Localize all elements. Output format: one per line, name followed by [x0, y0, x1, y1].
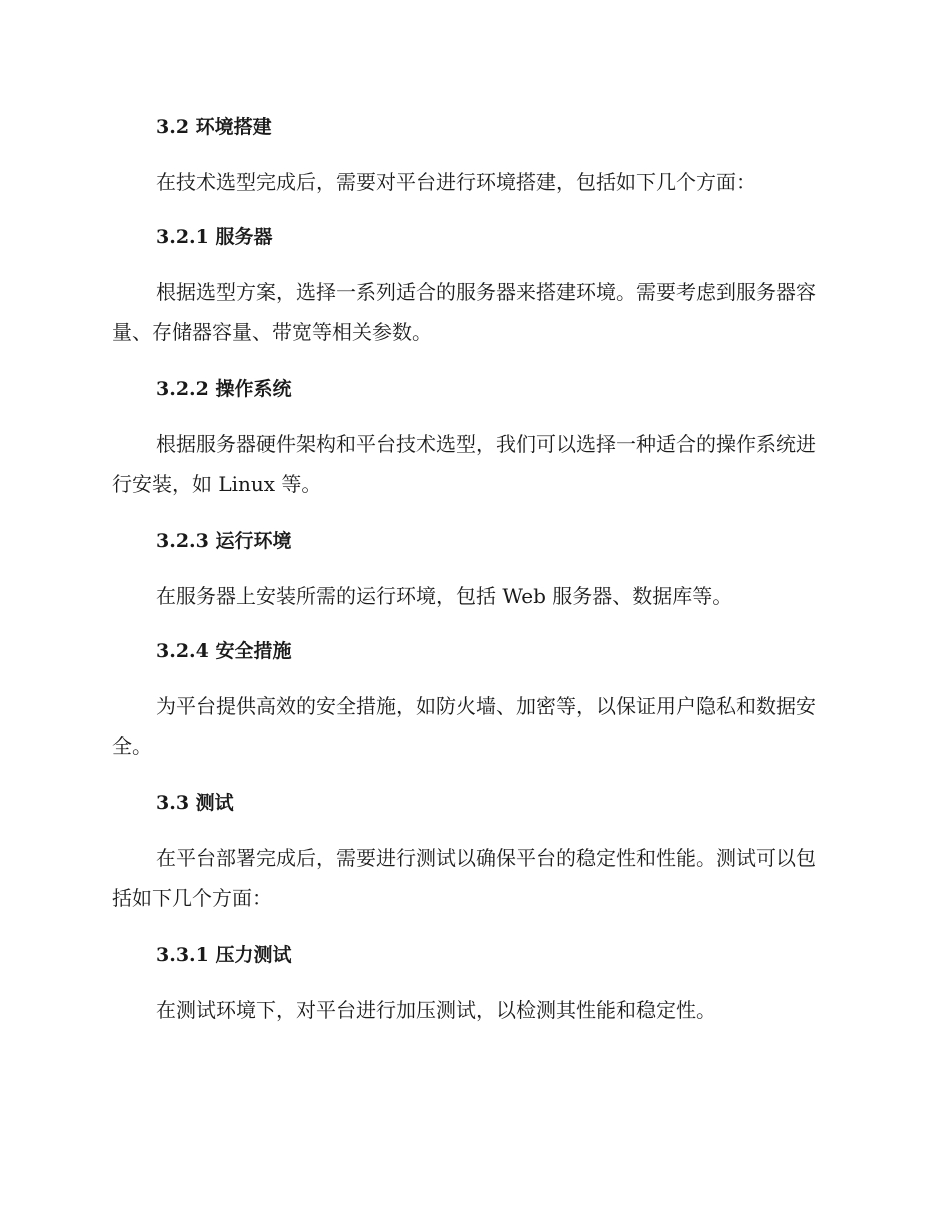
section-heading-3-2-3: 3.2.3 运行环境: [156, 530, 292, 552]
paragraph-3-3: 在平台部署完成后，需要进行测试以确保平台的稳定性和性能。测试可以包括如下几个方面：: [112, 846, 816, 910]
paragraph-3-2-2: 根据服务器硬件架构和平台技术选型，我们可以选择一种适合的操作系统进行安装，如 Linux 等。: [112, 432, 816, 496]
section-heading-3-2: 3.2 环境搭建: [156, 116, 272, 138]
paragraph-3-2-3: 在服务器上安装所需的运行环境，包括 Web 服务器、数据库等。: [156, 584, 733, 608]
section-heading-3-3-1: 3.3.1 压力测试: [156, 944, 292, 966]
section-heading-3-3: 3.3 测试: [156, 792, 234, 814]
section-heading-3-2-4: 3.2.4 安全措施: [156, 640, 292, 662]
paragraph-3-2-4: 为平台提供高效的安全措施，如防火墙、加密等，以保证用户隐私和数据安全。: [112, 694, 816, 758]
paragraph-3-2-1: 根据选型方案，选择一系列适合的服务器来搭建环境。需要考虑到服务器容量、存储器容量、带宽等相关参数。: [112, 280, 816, 344]
paragraph-3-3-1: 在测试环境下，对平台进行加压测试，以检测其性能和稳定性。: [156, 998, 716, 1022]
paragraph-3-2: 在技术选型完成后，需要对平台进行环境搭建，包括如下几个方面：: [156, 170, 756, 194]
section-heading-3-2-2: 3.2.2 操作系统: [156, 378, 292, 400]
section-heading-3-2-1: 3.2.1 服务器: [156, 226, 273, 248]
